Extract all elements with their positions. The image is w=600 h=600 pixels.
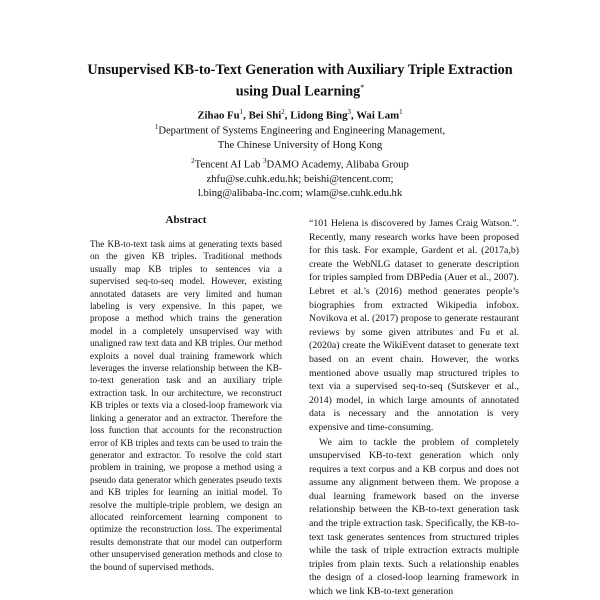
- introduction-column: [309, 217, 519, 599]
- author-name: Zihao Fu: [197, 109, 240, 122]
- paper-title: [0, 61, 600, 101]
- author-name: Wai Lam: [356, 109, 400, 122]
- abstract-heading: Abstract: [165, 214, 207, 226]
- title-line-1: Unsupervised KB-to-Text Generation with Auxiliary Triple Extraction: [87, 62, 513, 78]
- affiliations: [0, 120, 600, 202]
- author-affil-mark: 3: [347, 108, 351, 116]
- author-affil-mark: 1: [239, 108, 244, 116]
- intro-paragraph: “101 Helena is discovered by James Craig Watson.”. Recently, many research works have been proposed for this task. For example, Gardent et al. (2017a,b) create the WebNLG dataset to generate description for triples sampled from DBPedia (Auer et al., 2007). Lebret et al.’s (2016) method generates people’s biographies from extracted Wikipedia infobox. Novikova et al. (2017) propose to generate restaurant reviews by some given attributes and Fu et al. (2020a) create the WikiEvent dataset to generate text based on an event chain. However, the works mentioned above usually map structured triples to text via a supervised seq-to-seq (Sutskever et al., 2014) model, in which large amounts of annotated data is necessary and the annotation is very expensive and time-consuming.: [309, 218, 519, 433]
- email-line: l.bing@alibaba-inc.com; wlam@se.cuhk.edu.hk: [197, 188, 403, 200]
- affiliation-line: $^1$Department of Systems Engineering and Engineering Management,: [154, 123, 446, 137]
- title-line-2: using Dual Learning: [235, 83, 361, 100]
- abstract-column: [90, 238, 282, 573]
- email-line: zhfu@se.cuhk.edu.hk; beishi@tencent.com;: [206, 173, 394, 185]
- intro-paragraph: We aim to tackle the problem of completely unsupervised KB-to-text generation which only requires a text corpus and a KB corpus and does not assume any alignment between them. We propose a dual learning framework based on the inverse relationship between the KB-to-text generation task and the triple extraction task. Specifically, the KB-to-text task generates sentences from structured triples while the task of triple extraction extracts multiple triples from plain texts. Such a relationship enables the design of a closed-loop learning framework in which we link KB-to-text generation: [309, 436, 519, 598]
- author-separator: ,: [243, 109, 249, 122]
- affiliation-line: The Chinese University of Hong Kong: [217, 140, 383, 152]
- author-name: Bei Shi: [248, 109, 282, 122]
- affiliation-line: $^2$Tencent AI Lab $^3$DAMO Academy, Alibaba Group: [191, 156, 409, 171]
- author-separator: ,: [351, 109, 357, 122]
- author-affil-mark: 2: [281, 108, 285, 116]
- author-affil-mark: 1: [399, 108, 403, 116]
- title-footnote-mark: *: [360, 83, 365, 92]
- author-name: Lidong Bing: [290, 109, 348, 122]
- author-separator: ,: [284, 109, 291, 122]
- abstract-text: The KB-to-text task aims at generating texts based on the given KB triples. Traditional methods usually map KB triples to sentences via a supervised seq-to-seq model. However, existing annotated datasets are very limited and human labeling is very expensive. In this paper, we propose a method which trains the generation model in a completely unsupervised way with unaligned raw text data and KB triples. Our method exploits a novel dual training framework which leverages the inverse relationship between the KB-to-text generation task and an auxiliary triple extraction task. In our architecture, we reconstruct KB triples or texts via a closed-loop framework via linking a generator and an extractor. Therefore the loss function that accounts for the reconstruction error of KB triples and texts can be used to train the generator and extractor. To resolve the cold start problem in training, we propose a method using a pseudo data generator which generates pseudo texts and KB triples for learning an initial model. To resolve the multiple-triple problem, we design an allocated reinforcement learning component to optimize the reconstruction loss. The experimental results demonstrate that our model can outperform other unsupervised generation methods and close to the bound of supervised methods.: [90, 239, 282, 572]
